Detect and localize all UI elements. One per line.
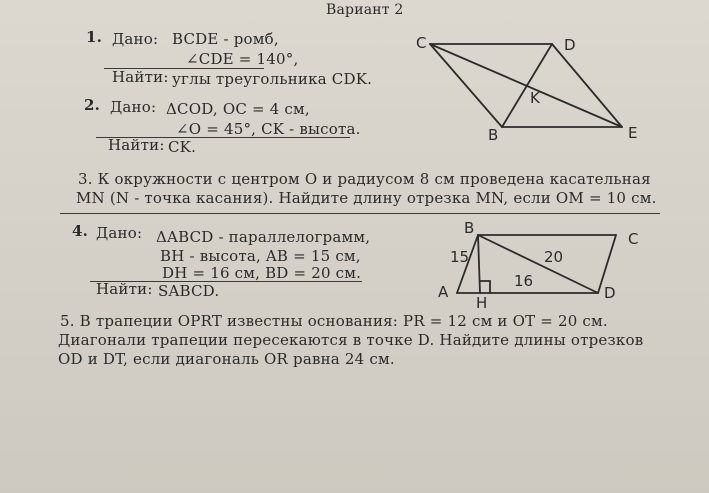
problem4-given-line1: ΔABCD - параллелограмм,	[156, 228, 371, 246]
parallelogram-label-hd: 16	[514, 272, 534, 290]
problem4-given-line3: DH = 16 см, BD = 20 см.	[162, 264, 362, 282]
problem4-find-text: SABCD.	[158, 282, 220, 300]
rhombus-label-b: B	[488, 126, 499, 144]
problem2-given-line2: ∠O = 45°, CK - высота.	[176, 120, 361, 138]
parallelogram-label-b: B	[464, 219, 475, 237]
problem2-given-line1: ΔCOD, OC = 4 см,	[166, 100, 310, 118]
problem1-given-line2: ∠CDE = 140°,	[186, 50, 299, 68]
parallelogram-label-a: A	[438, 283, 449, 301]
problem2-find-label: Найти:	[108, 136, 165, 154]
problem2-given-label: Дано:	[110, 98, 157, 116]
problem4-given-label: Дано:	[96, 224, 143, 242]
problem4-given-line2: BH - высота, AB = 15 см,	[160, 247, 361, 265]
problem5-line3: OD и DT, если диагональ OR равна 24 см.	[58, 350, 395, 368]
parallelogram-label-c: C	[628, 230, 639, 248]
parallelogram-label-d: D	[604, 284, 616, 302]
problem3-line1: 3. К окружности с центром O и радиусом 8 см проведена касательная	[78, 170, 651, 188]
problem5-line1: 5. В трапеции OPRT известны основания: PR = 12 см и OT = 20 см.	[60, 312, 608, 330]
problem1-find-label: Найти:	[112, 68, 169, 86]
parallelogram-label-bd: 20	[544, 248, 564, 266]
problem2-find-text: CK.	[168, 138, 197, 156]
problem1-find-text: углы треугольника CDK.	[172, 70, 373, 88]
problem4-number: 4.	[72, 222, 89, 240]
parallelogram-label-h: H	[476, 294, 488, 312]
problem3-line2: MN (N - точка касания). Найдите длину отрезка MN, если OM = 10 см.	[76, 189, 657, 207]
problem1-number: 1.	[86, 28, 103, 46]
problem4-find-label: Найти:	[96, 280, 153, 298]
problem2-number: 2.	[84, 96, 101, 114]
problem1-given-label: Дано:	[112, 30, 159, 48]
page-title: Вариант 2	[326, 2, 404, 18]
rhombus-label-d: D	[564, 36, 576, 54]
rhombus-label-k: K	[530, 89, 540, 107]
problem5-line2: Диагонали трапеции пересекаются в точке D. Найдите длины отрезков	[58, 331, 644, 349]
parallelogram-label-ab: 15	[450, 248, 470, 266]
problem1-given-line1: BCDE - ромб,	[172, 30, 279, 48]
rhombus-label-e: E	[628, 124, 638, 142]
rhombus-label-c: C	[416, 34, 427, 52]
